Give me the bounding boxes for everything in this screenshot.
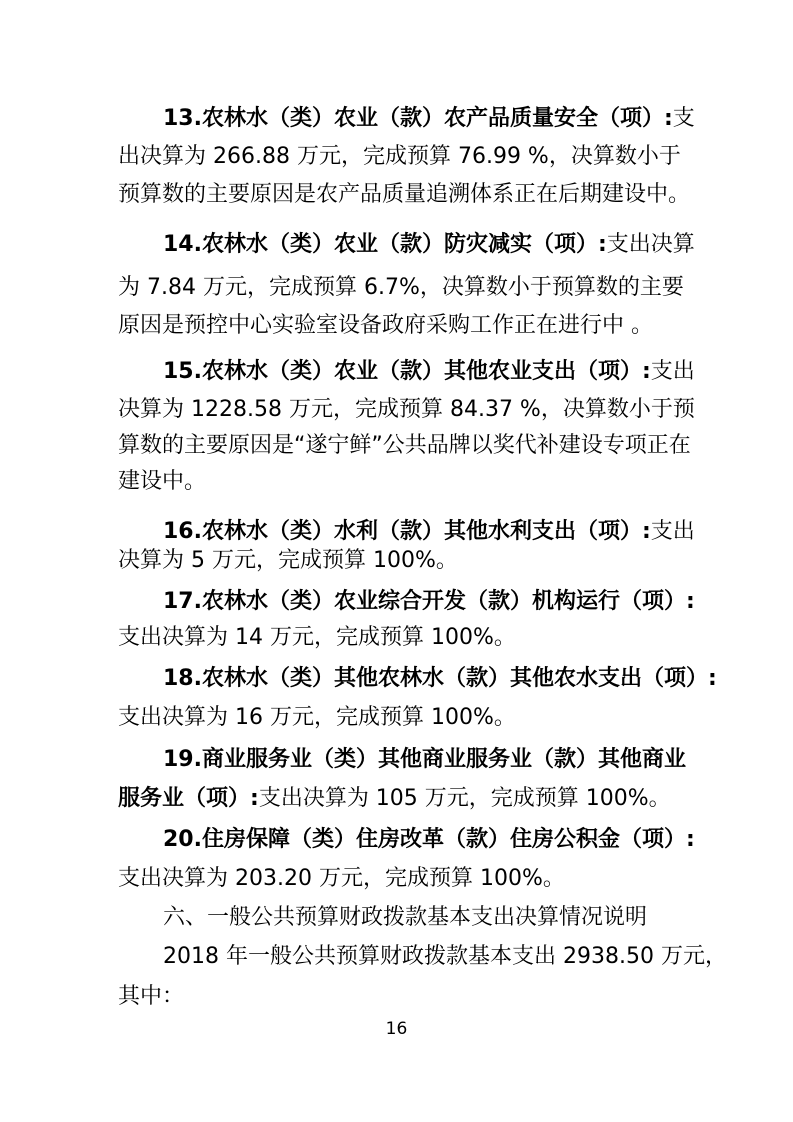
item-14-line-3: 原因是预控中心实验室设备政府采购工作正在进行中 。 <box>118 313 653 338</box>
item-15-line-3: 算数的主要原因是“遂宁鲜”公共品牌以奖代补建设专项正在 <box>118 433 691 458</box>
item-20-heading: 20.住房保障（类）住房改革（款）住房公积金（项）: <box>163 827 695 852</box>
item-16-line-2: 决算为 5 万元，完成预算 100%。 <box>118 548 458 573</box>
item-14-line-2: 为 7.84 万元，完成预算 6.7%，决算数小于预算数的主要 <box>118 275 684 300</box>
item-19-text: 支出决算为 105 万元，完成预算 100%。 <box>258 786 671 811</box>
summary-line-1: 2018 年一般公共预算财政拨款基本支出 2938.50 万元， <box>163 944 727 969</box>
item-18-heading: 18.农林水（类）其他农林水（款）其他农水支出（项）: <box>163 666 717 691</box>
item-14-heading: 14.农林水（类）农业（款）防灾减实（项）: <box>163 232 607 257</box>
section-title: 六、一般公共预算财政拨款基本支出决算情况说明 <box>163 905 648 930</box>
item-16-heading: 16.农林水（类）水利（款）其他水利支出（项）: <box>163 519 651 544</box>
item-19-line-2 <box>118 784 671 814</box>
item-16-text: 支出 <box>650 519 695 544</box>
item-13-text: 支 <box>672 106 695 131</box>
item-13-line-3: 预算数的主要原因是农产品质量追溯体系正在后期建设中。 <box>118 182 691 207</box>
item-15-text: 支出 <box>650 359 695 384</box>
item-17-heading: 17.农林水（类）农业综合开发（款）机构运行（项）: <box>163 589 695 614</box>
page-number: 16 <box>385 1019 408 1039</box>
item-17-line-2: 支出决算为 14 万元，完成预算 100%。 <box>118 625 516 650</box>
item-16-line-1 <box>163 517 695 547</box>
item-19-heading-cont: 服务业（项）: <box>118 786 259 811</box>
item-15-heading: 15.农林水（类）农业（款）其他农业支出（项）: <box>163 359 651 384</box>
item-14-text: 支出决算 <box>606 232 695 257</box>
item-19-heading: 19.商业服务业（类）其他商业服务业（款）其他商业 <box>163 747 686 772</box>
item-18-line-2: 支出决算为 16 万元，完成预算 100%。 <box>118 705 516 730</box>
item-13-line-1 <box>163 104 695 134</box>
item-13-line-2: 出决算为 266.88 万元，完成预算 76.99 %，决算数小于 <box>118 144 681 169</box>
item-15-line-4: 建设中。 <box>118 469 207 494</box>
summary-line-2: 其中： <box>118 984 185 1009</box>
item-20-line-2: 支出决算为 203.20 万元，完成预算 100%。 <box>118 866 565 891</box>
item-15-line-2: 决算为 1228.58 万元，完成预算 84.37 %，决算数小于预 <box>118 397 695 422</box>
item-15-line-1 <box>163 357 695 387</box>
item-14-line-1 <box>163 230 695 260</box>
item-13-heading: 13.农林水（类）农业（款）农产品质量安全（项）: <box>163 106 673 131</box>
